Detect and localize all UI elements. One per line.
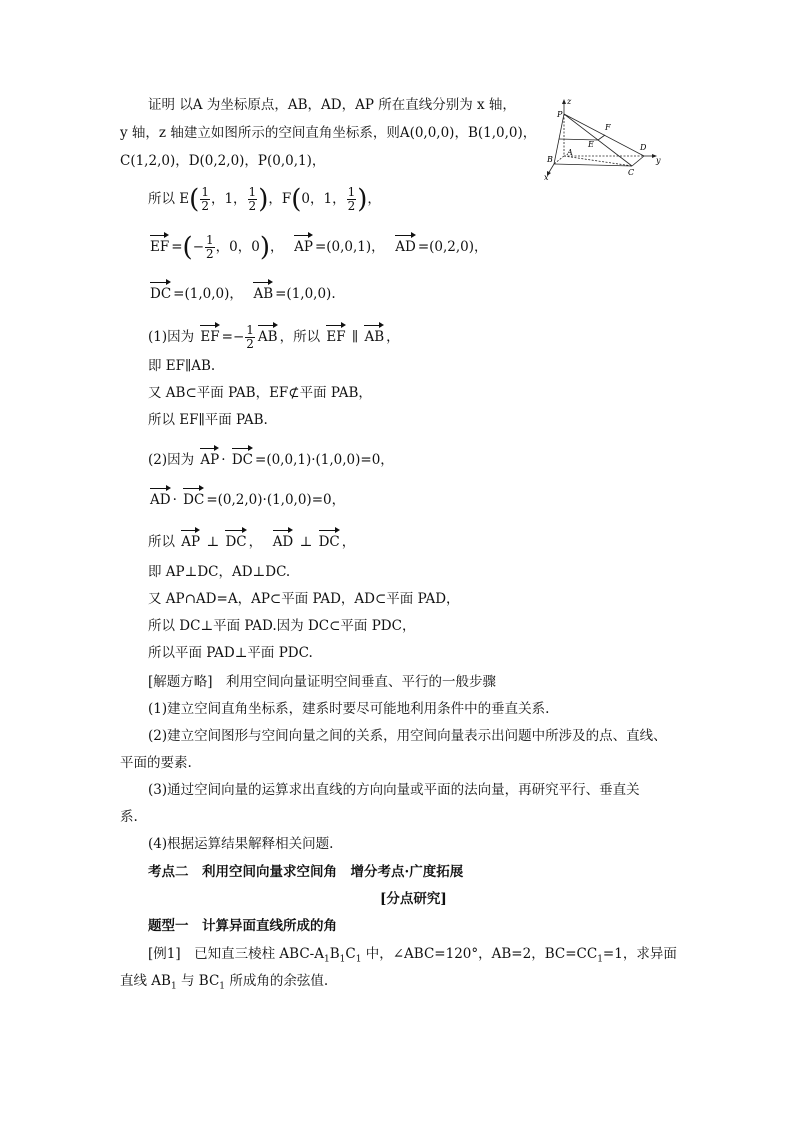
method-step-1: (1)建立空间直角坐标系，建系时要尽可能地利用条件中的垂直关系.	[148, 701, 550, 717]
fraction: $\frac{1}{2}$	[206, 233, 214, 261]
part2-line-4: 即 AP⊥DC，AD⊥DC.	[148, 564, 291, 580]
vector-ap: AP	[181, 528, 200, 551]
vector-dc: DC	[183, 486, 204, 509]
part2-line-7: 所以平面 PAD⊥平面 PDC.	[148, 645, 313, 661]
vectors-line-2	[148, 280, 336, 303]
label-D: D	[640, 143, 647, 152]
sep: ，	[332, 191, 346, 207]
value: =(0,0,1)·(1,0,0)=0，	[255, 452, 394, 468]
vector-ap: AP	[200, 446, 219, 469]
value: =(0,2,0)·(1,0,0)=0，	[206, 492, 346, 508]
label-F: F	[605, 123, 611, 132]
text: ，	[367, 191, 381, 207]
text: ，F	[268, 191, 292, 207]
fraction: $\frac{1}{2}$	[246, 323, 254, 351]
method-step-4: (4)根据运算结果解释相关问题.	[148, 836, 334, 852]
method-title: [解题方略] 利用空间向量证明空间垂直、平行的一般步骤	[148, 674, 497, 690]
section-title: 考点二 利用空间向量求空间角 增分考点·广度拓展	[148, 864, 464, 880]
vector-ef: EF	[150, 233, 169, 256]
method-step-3: (3)通过空间向量的运算求出直线的方向向量或平面的法向量，再研究平行、垂直关	[148, 782, 640, 798]
label-y: y	[656, 156, 661, 165]
part1-line-3: 又 AB⊂平面 PAB，EF⊄平面 PAB，	[148, 385, 372, 401]
value: ，0，0	[215, 239, 260, 255]
vectors-line-1	[148, 233, 488, 261]
vector-ad: AD	[395, 233, 416, 256]
sep: ，	[233, 191, 247, 207]
part2-line-3	[148, 528, 355, 551]
label-E: E	[588, 140, 594, 149]
label-C: C	[628, 168, 635, 177]
vector-ad: AD	[273, 528, 294, 551]
text: ，	[386, 329, 400, 345]
points-ef-line	[148, 186, 381, 213]
part2-line-2	[148, 486, 345, 509]
perp-symbol: ⊥	[299, 534, 313, 550]
value: =(1,0,0)，	[173, 286, 243, 302]
vector-ef: EF	[326, 323, 345, 346]
vector-dc: DC	[225, 528, 246, 551]
equals: =	[221, 329, 233, 345]
sep: ，	[341, 534, 356, 550]
section-subtitle: [分点研究]	[380, 891, 447, 907]
proof-line-1: 证明 以A 为坐标原点，AB，AD，AP 所在直线分别为 x 轴，	[148, 97, 516, 113]
part1-line-4: 所以 EF∥平面 PAB.	[148, 412, 268, 428]
value: =(1,0,0).	[275, 286, 336, 302]
sep: ，	[270, 239, 284, 255]
sep: ，	[248, 534, 263, 550]
text: ，所以	[279, 329, 321, 345]
paren: (	[291, 184, 302, 215]
vector-dc: DC	[232, 446, 253, 469]
method-step-2: (2)建立空间图形与空间向量之间的关系，用空间向量表示出问题中所涉及的点、直线、	[148, 728, 667, 744]
vector-dc: DC	[319, 528, 340, 551]
perp-symbol: ⊥	[206, 534, 220, 550]
vector-ad: AD	[150, 486, 171, 509]
value: =(0,2,0)，	[417, 239, 488, 255]
value: 1	[323, 191, 333, 207]
vector-ap: AP	[294, 233, 313, 256]
example-line-2: 直线 $AB_1$ 与 $BC_1$ 所成角的余弦值.	[120, 973, 329, 992]
paren: (	[182, 232, 193, 263]
part2-line-5: 又 AP∩AD=A，AP⊂平面 PAD，AD⊂平面 PAD，	[148, 591, 460, 607]
label-B: B	[547, 155, 553, 164]
dot: ·	[221, 452, 226, 468]
example-line-1: [例1] 已知直三棱柱 ABC-$A_1B_1C_1$ 中，∠ABC=120°，AB=2，$BC=CC_1=1$，求异面	[148, 946, 677, 965]
part2-line-1	[148, 446, 394, 469]
fraction: $\frac{1}{2}$	[347, 185, 356, 213]
label-A: A	[567, 148, 573, 157]
method-step-2-cont: 平面的要素.	[120, 755, 192, 771]
part1-line	[148, 323, 400, 351]
vector-dc: DC	[150, 280, 171, 303]
text: (1)因为	[148, 329, 195, 345]
vector-ef: EF	[200, 323, 219, 346]
part2-line-6: 所以 DC⊥平面 PAD.因为 DC⊂平面 PDC，	[148, 618, 416, 634]
equals: =	[171, 239, 183, 255]
fraction: $\frac{1}{2}$	[201, 185, 209, 213]
question-type-title: 题型一 计算异面直线所成的角	[148, 918, 337, 934]
parallel-symbol: ∥	[351, 329, 359, 345]
paren: )	[259, 232, 270, 263]
paren: )	[357, 184, 368, 215]
part1-line-2: 即 EF∥AB.	[148, 358, 216, 374]
text: (2)因为	[148, 452, 195, 468]
vector-ab: AB	[253, 280, 273, 303]
pyramid-figure	[536, 96, 666, 182]
text: 所以 E	[148, 191, 190, 207]
minus: −	[232, 329, 245, 345]
value: 0	[301, 191, 310, 207]
label-x: x	[544, 173, 549, 182]
paren: (	[189, 184, 200, 215]
label-z: z	[567, 97, 572, 106]
sep: ，	[309, 191, 324, 207]
paren: )	[258, 184, 269, 215]
label-P: P	[557, 110, 563, 119]
method-step-3-cont: 系.	[120, 809, 138, 825]
vector-ab: AB	[364, 323, 384, 346]
proof-line-3: C(1,2,0)，D(0,2,0)，P(0,0,1)，	[120, 153, 326, 169]
vector-ab: AB	[258, 323, 278, 346]
fraction: $\frac{1}{2}$	[248, 185, 257, 213]
sep: ，	[210, 191, 225, 207]
proof-line-2: y 轴，z 轴建立如图所示的空间直角坐标系，则A(0,0,0)，B(1,0,0)，	[120, 125, 537, 141]
dot: ·	[172, 492, 177, 508]
value: =(0,0,1)，	[314, 239, 385, 255]
text: 所以	[148, 534, 175, 550]
value: 1	[224, 191, 234, 207]
minus: −	[192, 239, 205, 255]
